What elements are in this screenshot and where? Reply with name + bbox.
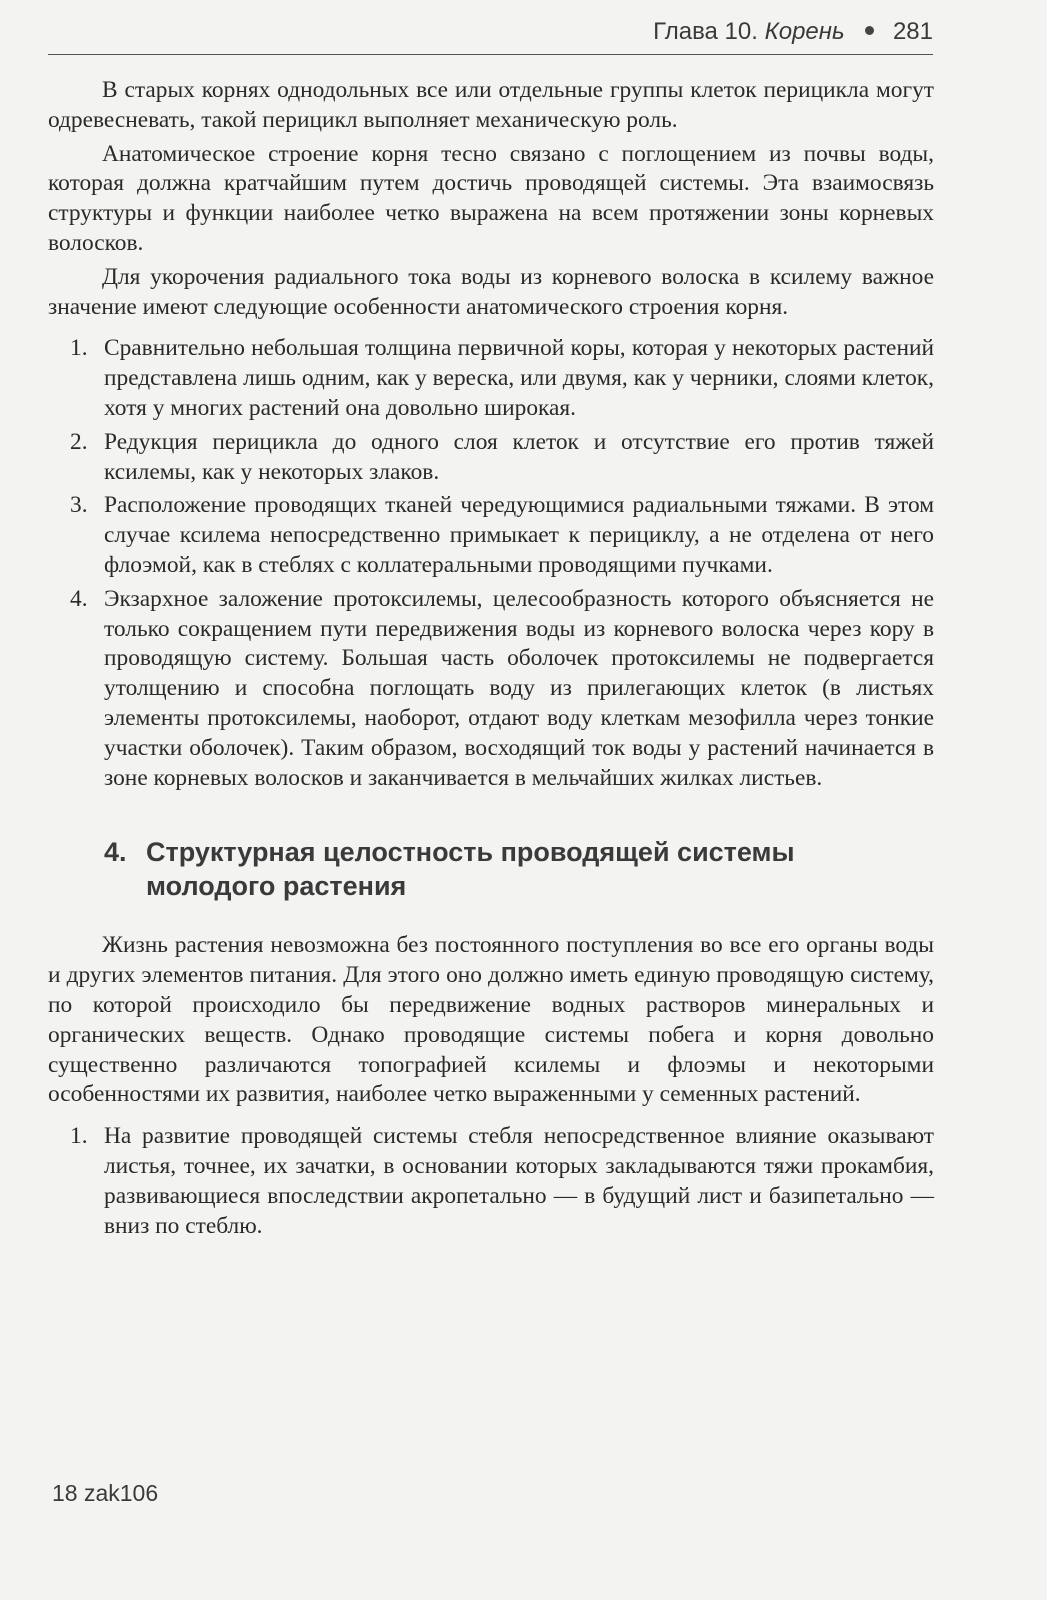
list-item-text: Экзархное заложение протоксилемы, целесообразность которого объясняется не только сокращением пути передвижения воды из корневого волоска через кору в проводящую систему. Большая часть оболочек протоксилемы не подвергается утолщению и способна поглощать воду из прилегающих клеток (в листьях элементы протоксилемы, наоборот, отдают воду клеткам мезофилла через тонкие участки оболочек). Таким образом, восходящий ток воды у растений начинается в зоне корневых волосков и заканчивается в мельчайших жилках листьев. [104,585,934,791]
list-item [48,1122,934,1241]
paragraph: Жизнь растения невозможна без постоянного поступления во все его органы воды и других элементов питания. Для этого оно должно иметь единую проводящую систему, по которой происходило бы передвижение водных растворов минеральных и органических веществ. Однако проводящие системы побега и корня довольно существенно различаются топографией ксилемы и флоэмы и некоторыми особенностями их развития, наиболее четко выраженными у семенных растений. [48,932,934,1108]
list-item-number: 2. [70,428,88,455]
chapter-label: Глава 10. [653,18,758,45]
paragraph: В старых корнях однодольных все или отдельные группы клеток перицикла могут одревесневать, такой перицикл выполняет механическую роль. [48,77,934,133]
section-title: Структурная целостность проводящей системы молодого растения [146,837,795,902]
list-item [48,334,934,423]
paragraph: Анатомическое строение корня тесно связано с поглощением из почвы воды, которая должна кратчайшим путем достичь проводящей системы. Эта взаимосвязь структуры и функции наиболее четко выражена на всем протяжении зоны корневых волосков. [48,140,934,256]
features-list [48,334,934,793]
list-item-text: Расположение проводящих тканей чередующимися радиальными тяжами. В этом случае ксилема непосредственно примыкает к перициклу, а не отделена от него флоэмой, как в стеблях с коллатеральными проводящими пучками. [104,492,934,578]
paragraph: Для укорочения радиального тока воды из корневого волоска в ксилему важное значение имеют следующие особенности анатомического строения корня. [48,263,934,320]
list-item-number: 3. [70,492,88,519]
list-item [48,428,934,488]
list-item-text: На развитие проводящей системы стебля непосредственное влияние оказывают листья, точнее, их зачатки, в основании которых закладываются тяжи прокамбия, развивающиеся впоследствии акропетально — в будущий лист и базипетально — вниз по стеблю. [104,1123,934,1239]
running-header [48,14,933,55]
section-list [48,1122,934,1241]
bullet-separator-icon [865,26,874,35]
list-item-text: Редукция перицикла до одного слоя клеток и отсутствие его против тяжей ксилемы, как у некоторых злаков. [104,428,934,485]
list-item [48,585,934,794]
page-number: 281 [892,18,933,45]
list-item-number: 1. [70,1123,88,1150]
section-heading [104,835,934,903]
list-item-number: 1. [70,335,88,362]
page-body [48,76,934,1245]
list-item-number: 4. [70,585,88,612]
list-item-text: Сравнительно небольшая толщина первичной коры, которая у некоторых растений представлена лишь одним, как у вереска, или двумя, как у черники, слоями клеток, хотя у многих растений она довольно широкая. [104,335,934,421]
list-item [48,491,934,580]
printer-signature: 18 zak106 [52,1480,159,1506]
section-number: 4. [104,837,127,868]
chapter-title: Корень [764,18,845,45]
